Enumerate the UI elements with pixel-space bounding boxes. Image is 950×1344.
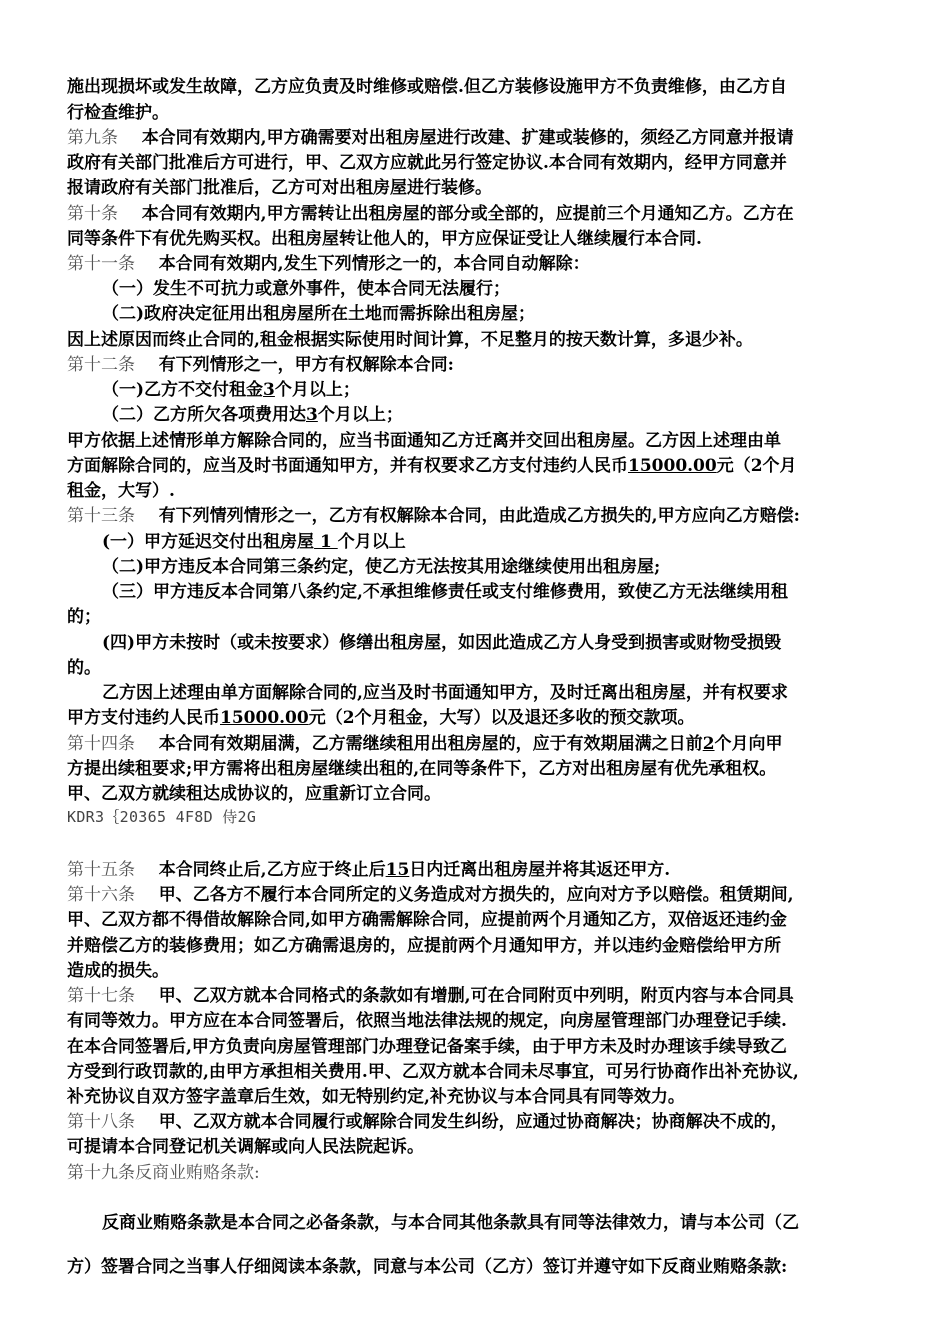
article-13: 第十三条 有下列情列情形之一，乙方有权解除本合同，由此造成乙方损失的,甲方应向乙方赔偿: bbox=[67, 506, 800, 526]
watermark-code: KDR3｛20365 4F8D 侍2G bbox=[67, 808, 257, 826]
article-label: 第十七条 bbox=[67, 986, 135, 1006]
text-line: 方）签署合同之当事人仔细阅读本条款，同意与本公司（乙方）签订并遵守如下反商业贿赂条款: bbox=[67, 1257, 788, 1277]
article-10: 第十条 本合同有效期内,甲方需转让出租房屋的部分或全部的，应提前三个月通知乙方。乙方在 bbox=[67, 204, 794, 224]
list-item: （一）发生不可抗力或意外事件，使本合同无法履行； bbox=[102, 279, 510, 299]
underlined-value: 2 bbox=[702, 734, 715, 754]
underlined-value: 15 bbox=[385, 860, 410, 880]
text-line: 施出现损坏或发生故障，乙方应负责及时维修或赔偿.但乙方装修设施甲方不负责维修，由乙方自 bbox=[67, 77, 787, 97]
article-9: 第九条 本合同有效期内,甲方确需要对出租房屋进行改建、扩建或装修的，须经乙方同意并报请 bbox=[67, 128, 794, 148]
article-19-heading: 第十九条反商业贿赂条款: bbox=[67, 1163, 260, 1183]
text-line: 甲、乙双方就续租达成协议的，应重新订立合同。 bbox=[67, 784, 441, 804]
list-item: （二)甲方违反本合同第三条约定，使乙方无法按其用途继续使用出租房屋; bbox=[102, 557, 661, 577]
article-label: 第十八条 bbox=[67, 1112, 135, 1132]
article-label: 第十二条 bbox=[67, 355, 135, 375]
list-item: （三）甲方违反本合同第八条约定,不承担维修责任或支付维修费用，致使乙方无法继续用租 bbox=[102, 582, 788, 602]
text-line: 方受到行政罚款的,由甲方承担相关费用.甲、乙双方就本合同未尽事宜，可另行协商作出补充协议, bbox=[67, 1062, 799, 1082]
list-item: （二)政府决定征用出租房屋所在土地而需拆除出租房屋； bbox=[102, 304, 536, 324]
text-line: 并赔偿乙方的装修费用；如乙方确需退房的，应提前两个月通知甲方，并以违约金赔偿给甲方所 bbox=[67, 936, 781, 956]
underlined-value: 3 bbox=[306, 405, 318, 425]
underlined-value: 1 bbox=[314, 532, 338, 552]
text-line: 甲方支付违约人民币15000.00元（2个月租金，大写）以及退还多收的预交款项。 bbox=[67, 708, 695, 728]
text-line: 有同等效力。甲方应在本合同签署后，依照当地法律法规的规定，向房屋管理部门办理登记手续. bbox=[67, 1011, 787, 1031]
list-item: （二）乙方所欠各项费用达3个月以上； bbox=[102, 405, 403, 425]
article-18: 第十八条 甲、乙双方就本合同履行或解除合同发生纠纷，应通过协商解决；协商解决不成的， bbox=[67, 1112, 788, 1132]
text-line: 甲方依据上述情形单方解除合同的，应当书面通知乙方迁离并交回出租房屋。乙方因上述理由单 bbox=[67, 431, 781, 451]
text-line: 政府有关部门批准后方可进行，甲、乙双方应就此另行签定协议.本合同有效期内，经甲方同意并 bbox=[67, 153, 787, 173]
text-line: 可提请本合同登记机关调解或向人民法院起诉。 bbox=[67, 1137, 424, 1157]
underlined-value: 3 bbox=[263, 380, 275, 400]
text-line: 报请政府有关部门批准后，乙方可对出租房屋进行装修。 bbox=[67, 178, 492, 198]
article-label: 第十四条 bbox=[67, 734, 135, 754]
text-line: 方提出续租要求;甲方需将出租房屋继续出租的,在同等条件下，乙方对出租房屋有优先承租权。 bbox=[67, 759, 777, 779]
text-line: 行检查维护。 bbox=[67, 103, 169, 123]
list-item: (一）甲方延迟交付出租房屋 1 个月以上 bbox=[102, 532, 406, 552]
underlined-value: 15000.00 bbox=[628, 456, 717, 476]
article-17: 第十七条 甲、乙双方就本合同格式的条款如有增删,可在合同附页中列明，附页内容与本合同具 bbox=[67, 986, 794, 1006]
underlined-value: 15000.00 bbox=[220, 708, 309, 728]
text-line: 租金，大写）. bbox=[67, 481, 175, 501]
text-line: 同等条件下有优先购买权。出租房屋转让他人的，甲方应保证受让人继续履行本合同. bbox=[67, 229, 702, 249]
article-label: 第十五条 bbox=[67, 860, 135, 880]
article-14: 第十四条 本合同有效期届满，乙方需继续租用出租房屋的，应于有效期届满之日前2个月向甲 bbox=[67, 734, 783, 754]
text-line: 的。 bbox=[67, 658, 101, 678]
article-label: 第十三条 bbox=[67, 506, 135, 526]
article-12: 第十二条 有下列情形之一，甲方有权解除本合同: bbox=[67, 355, 454, 375]
paragraph: 反商业贿赂条款是本合同之必备条款，与本合同其他条款具有同等法律效力，请与本公司（乙 bbox=[102, 1213, 799, 1233]
article-label: 第九条 bbox=[67, 128, 118, 148]
article-label: 第十六条 bbox=[67, 885, 135, 905]
paragraph: 乙方因上述理由单方面解除合同的,应当及时书面通知甲方，及时迁离出租房屋，并有权要求 bbox=[102, 683, 788, 703]
text-line: 因上述原因而终止合同的,租金根据实际使用时间计算，不足整月的按天数计算，多退少补。 bbox=[67, 330, 753, 350]
text-line: 造成的损失。 bbox=[67, 961, 169, 981]
article-label: 第十一条 bbox=[67, 254, 135, 274]
text-line: 方面解除合同的，应当及时书面通知甲方，并有权要求乙方支付违约人民币15000.00元（2个月 bbox=[67, 456, 797, 476]
text-line: 的； bbox=[67, 607, 101, 627]
article-15: 第十五条 本合同终止后,乙方应于终止后15日内迁离出租房屋并将其返还甲方. bbox=[67, 860, 671, 880]
text-line: 在本合同签署后,甲方负责向房屋管理部门办理登记备案手续，由于甲方未及时办理该手续导致乙 bbox=[67, 1037, 787, 1057]
list-item: （一)乙方不交付租金3个月以上； bbox=[102, 380, 360, 400]
text-line: 补充协议自双方签字盖章后生效，如无特别约定,补充协议与本合同具有同等效力。 bbox=[67, 1087, 685, 1107]
article-label: 第十条 bbox=[67, 204, 118, 224]
text-line: 甲、乙双方都不得借故解除合同,如甲方确需解除合同，应提前两个月通知乙方，双倍返还违约金 bbox=[67, 910, 787, 930]
list-item: (四)甲方未按时（或未按要求）修缮出租房屋，如因此造成乙方人身受到损害或财物受损毁 bbox=[102, 633, 782, 653]
article-16: 第十六条 甲、乙各方不履行本合同所定的义务造成对方损失的，应向对方予以赔偿。租赁期间, bbox=[67, 885, 794, 905]
article-11: 第十一条 本合同有效期内,发生下列情形之一的，本合同自动解除： bbox=[67, 254, 590, 274]
